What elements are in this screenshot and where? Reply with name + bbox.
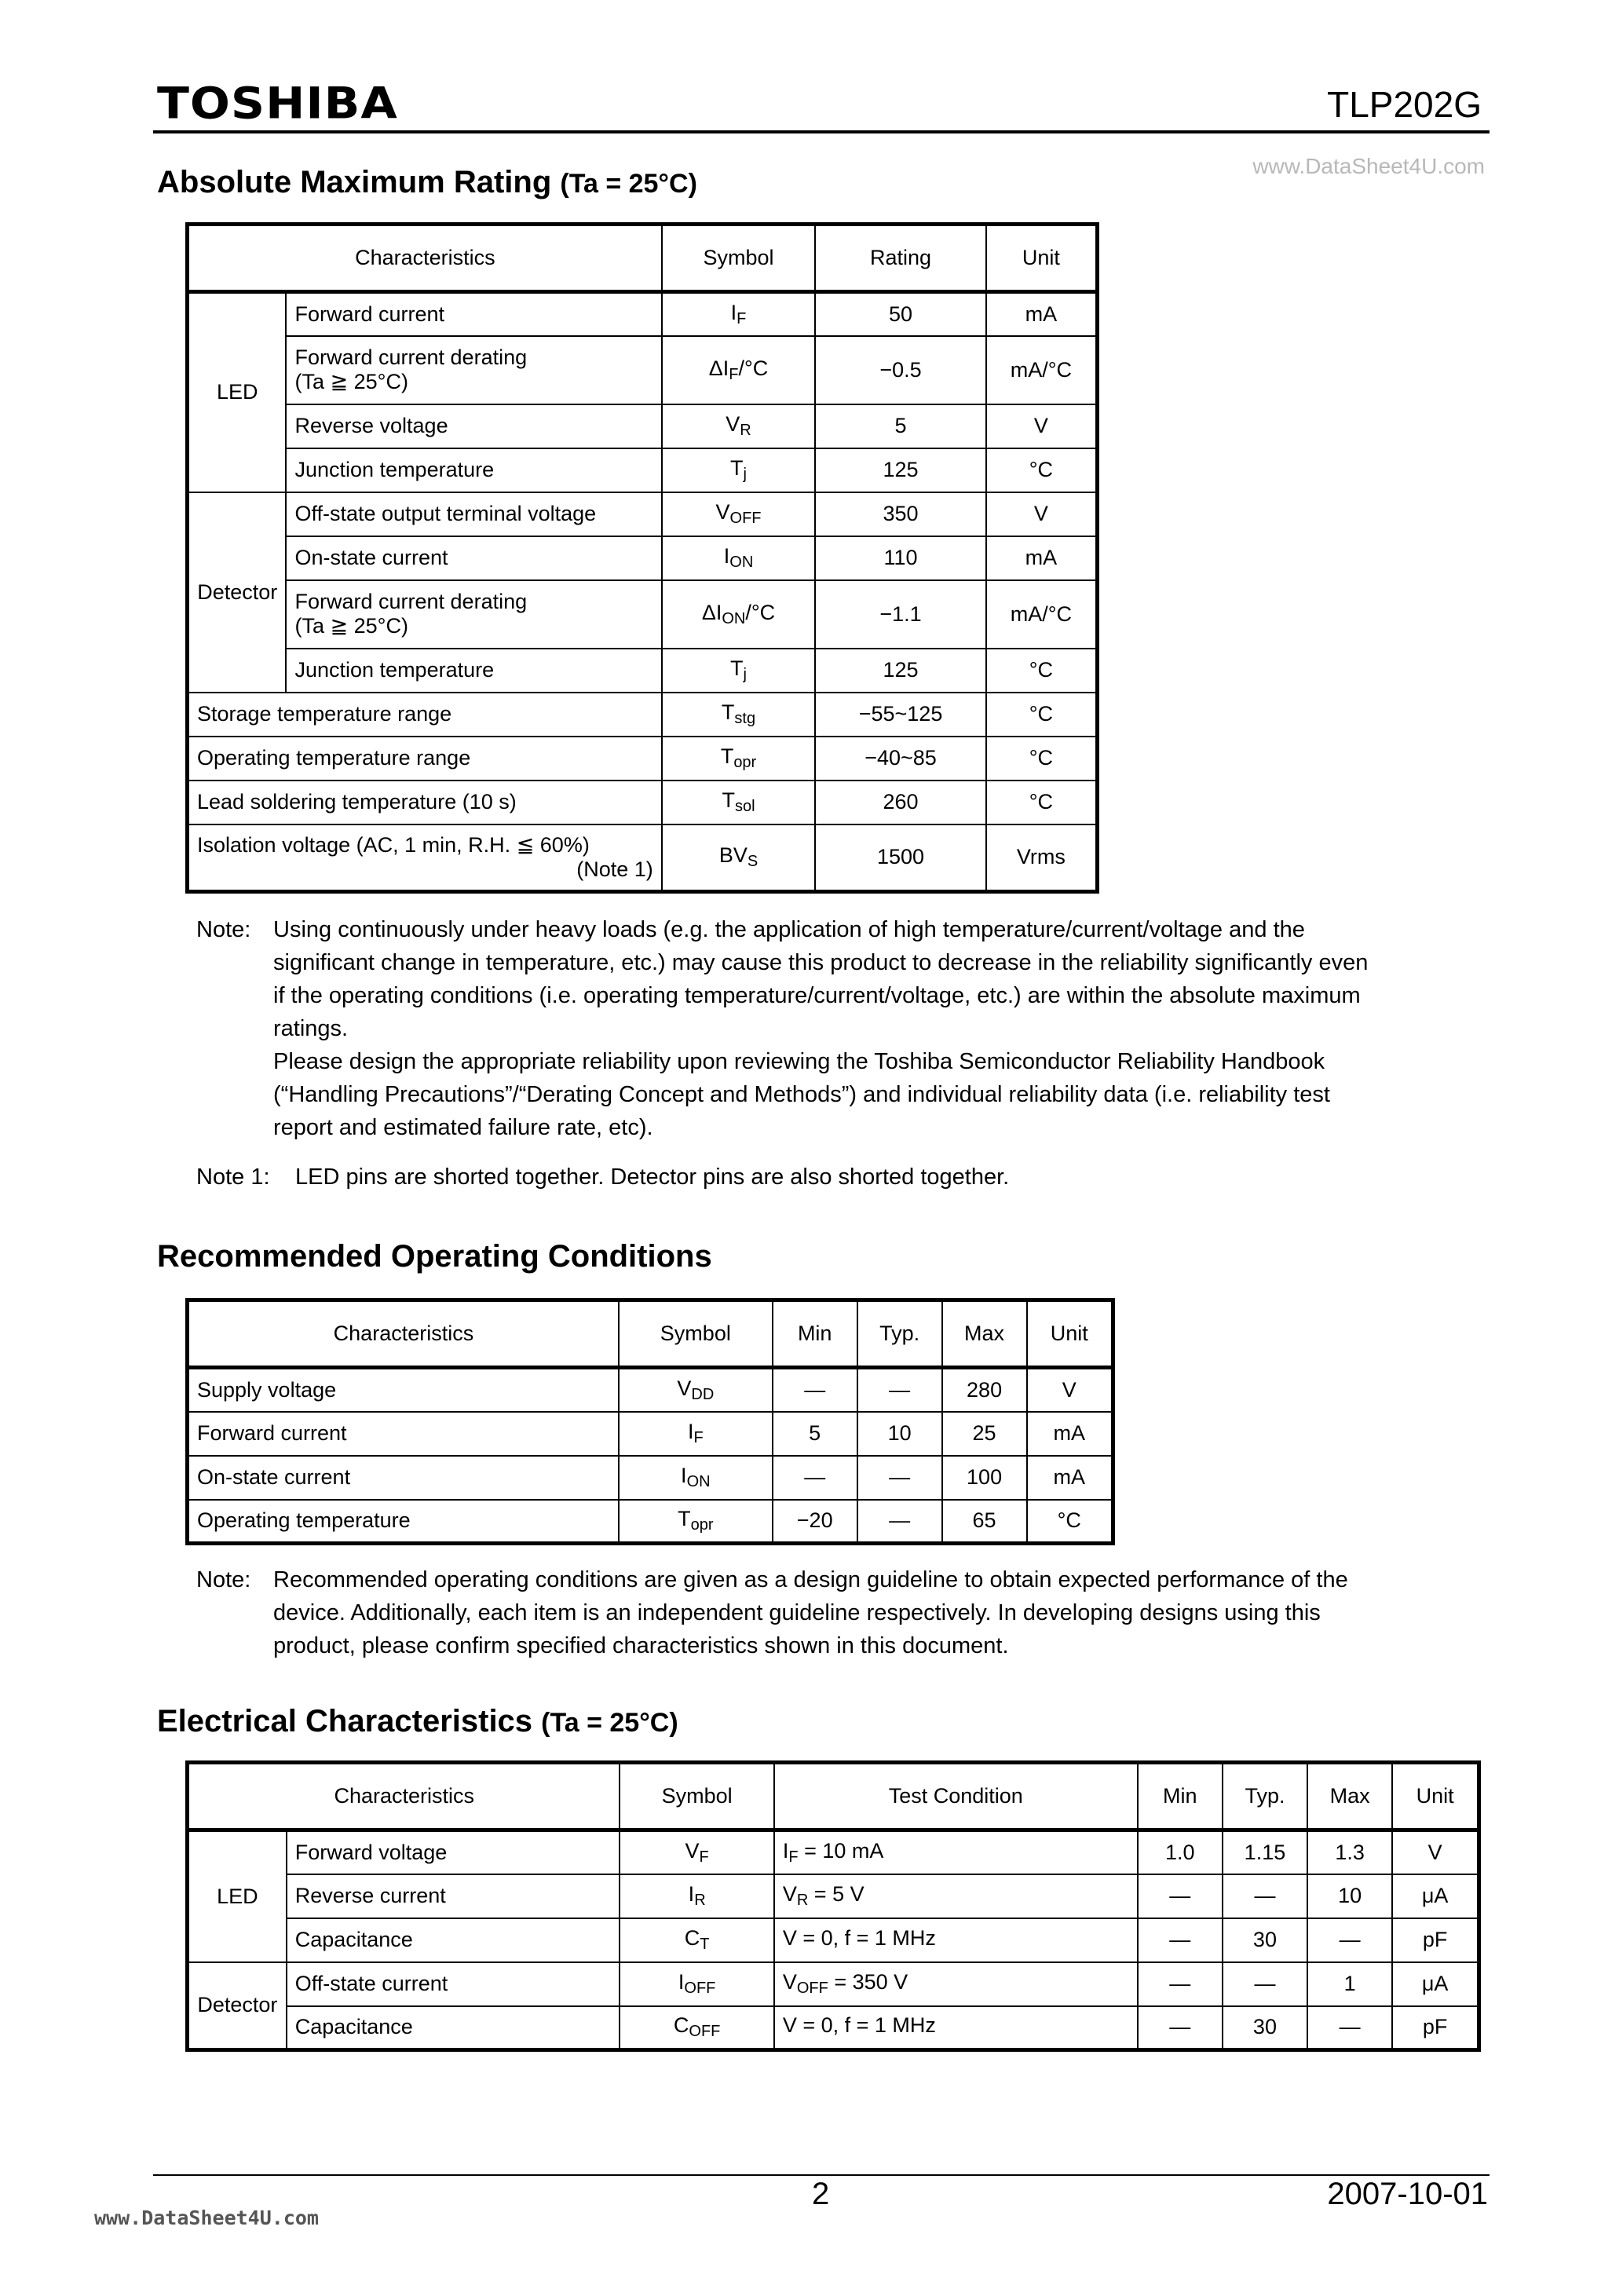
amr-header-rating: Rating [815, 225, 986, 292]
amr-table [185, 222, 1099, 894]
group-detector: Detector [188, 492, 287, 693]
amr-note-1: Note 1: LED pins are shorted together. Detector pins are also shorted together. [196, 1164, 1010, 1190]
table-row: Operating temperature $T_{opr}$ −20 — 65 °C [188, 1500, 1113, 1544]
table-row: On-state current $I_{ON}$ — — 100 mA [188, 1456, 1113, 1500]
table-row: LED Forward current $I_F$ 50 mA [188, 292, 1098, 336]
table-row: Isolation voltage (AC, 1 min, R.H. ≦ 60%) (Note 1) $BV_S$ 1500 Vrms [188, 824, 1098, 892]
table-row: Forward current derating (Ta ≧ 25°C) $\Delta I_F/^\circ C$ −0.5 mA/°C [188, 336, 1098, 404]
table-row: Detector Off-state current $I_{OFF}$ $V_{OFF} = 350$ V — — 1 μA [188, 1962, 1479, 2006]
amr-header-unit: Unit [986, 225, 1098, 292]
ec-title: Electrical Characteristics (Ta = 25°C) [157, 1704, 678, 1738]
roc-note: Note: Recommended operating conditions are given as a design guideline to obtain expected performance of the device. Additionally, each item is an independent guideline respectively. In developing designs using this product, please confirm specified characteristics shown in this document. [196, 1567, 1348, 1658]
doc-date: 2007-10-01 [1327, 2177, 1488, 2211]
amr-title: Absolute Maximum Rating (Ta = 25°C) [157, 165, 697, 199]
amr-header-characteristics: Characteristics [188, 225, 662, 292]
group-detector: Detector [188, 1962, 287, 2050]
table-row: Supply voltage $V_{DD}$ — — 280 V [188, 1368, 1113, 1412]
ec-table: Characteristics Symbol Test Condition Min Typ. Max Unit LED Forward voltage $V_F$ $I_F = 10$ mA 1.0 1.15 1.3 V Reverse current $I_R$ $V_R = 5$ V — — 10 μA Capacitance $C_T$ V = 0, f = 1 MHz — 30 — pF Detector Off-state current $I_{OFF}$ $V_{OFF} = 350$ V — — 1 μA Capacitance $C_{OFF}$ V = 0, f = 1 MHz — 30 — pF [185, 1760, 1481, 2052]
page-number: 2 [812, 2177, 830, 2211]
table-row: Forward current $I_F$ 5 10 25 mA [188, 1412, 1113, 1456]
table-row: Forward current derating (Ta ≧ 25°C) $\Delta I_{ON}/^\circ C$ −1.1 mA/°C [188, 580, 1098, 649]
header-rule [153, 130, 1490, 133]
part-number: TLP202G [1327, 84, 1482, 125]
watermark-top: www.DataSheet4U.com [1252, 154, 1485, 178]
group-led: LED [188, 292, 287, 492]
table-row: Storage temperature range $T_{stg}$ −55~125 °C [188, 693, 1098, 737]
table-row: Capacitance $C_{OFF}$ V = 0, f = 1 MHz — 30 — pF [188, 2006, 1479, 2050]
table-row: Lead soldering temperature (10 s) $T_{sol}$ 260 °C [188, 781, 1098, 824]
amr-note: Note: Using continuously under heavy loads (e.g. the application of high temperature/current/voltage and the significant change in temperature, etc.) may cause this product to decrease in the reliability significantly even if the operating conditions (i.e. operating temperature/current/voltage, etc.) are within the absolute maximum ratings. Please design the appropriate reliability upon reviewing the Toshiba Semiconductor Reliability Handbook (“Handling Precautions”/“Derating Concept and Methods”) and individual reliability data (i.e. reliability test report and estimated failure rate, etc). [196, 917, 1369, 1140]
table-row: Reverse voltage $V_R$ 5 V [188, 404, 1098, 448]
table-row: Junction temperature $T_j$ 125 °C [188, 649, 1098, 693]
table-row: Capacitance $C_T$ V = 0, f = 1 MHz — 30 — pF [188, 1918, 1479, 1962]
table-row: Detector Off-state output terminal voltage $V_{OFF}$ 350 V [188, 492, 1098, 536]
amr-header-symbol: Symbol [662, 225, 816, 292]
table-row: Junction temperature $T_j$ 125 °C [188, 448, 1098, 492]
table-row: On-state current $I_{ON}$ 110 mA [188, 536, 1098, 580]
toshiba-logo: TOSHIBA [157, 79, 398, 130]
table-row: LED Forward voltage $V_F$ $I_F = 10$ mA 1.0 1.15 1.3 V [188, 1830, 1479, 1874]
watermark-bottom: www.DataSheet4U.com [94, 2206, 319, 2229]
roc-title: Recommended Operating Conditions [157, 1239, 712, 1274]
footer-rule [153, 2174, 1490, 2176]
roc-table: Characteristics Symbol Min Typ. Max Unit Supply voltage $V_{DD}$ — — 280 V Forward current $I_F$ 5 10 25 mA On-state current $I_{ON}$ — — 100 mA Operating temperature $T_{opr}$ −20 — 65 °C [185, 1298, 1115, 1545]
table-row: Reverse current $I_R$ $V_R = 5$ V — — 10 μA [188, 1874, 1479, 1918]
group-led: LED [188, 1830, 287, 1962]
table-row: Operating temperature range $T_{opr}$ −40~85 °C [188, 737, 1098, 781]
